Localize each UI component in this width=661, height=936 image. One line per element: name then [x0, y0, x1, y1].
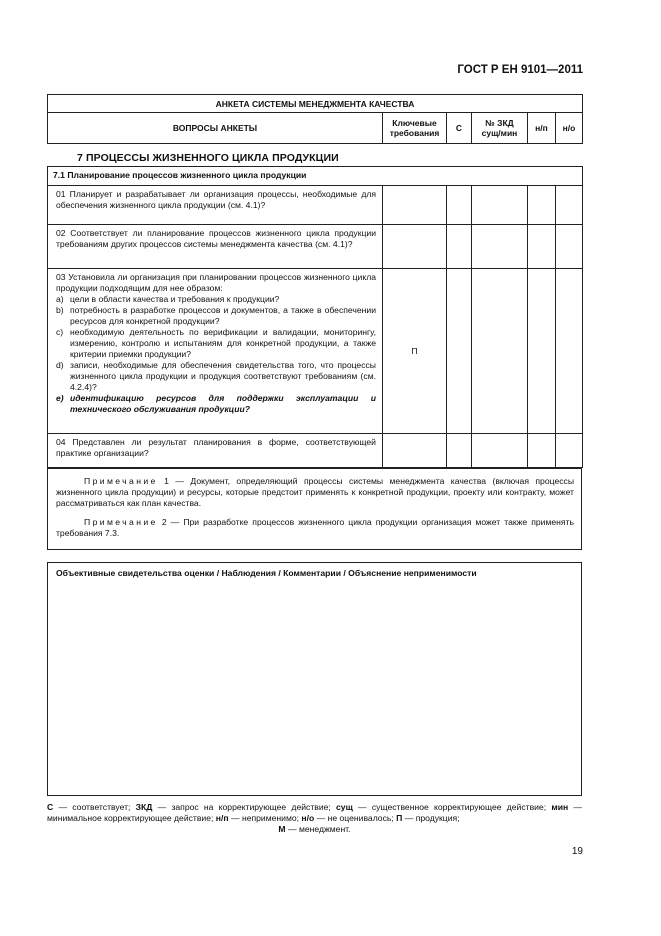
question-03-item-d: d) записи, необходимые для обеспечения свидетельства того, что процессы жизненного цикла продукции и продукция соответствуют требованиям (см. 4.2.4)?: [56, 360, 376, 392]
column-header-key-requirements: Ключевые требования: [383, 113, 447, 144]
note-2: Примечание 2 — При разработке процессов жизненного цикла продукции организация может также применять требования 7.3.: [56, 517, 574, 538]
column-header-no: н/о: [556, 113, 583, 144]
table-row: [48, 225, 583, 269]
key-requirements-cell[interactable]: [383, 434, 447, 468]
question-01: 01 Планирует и разрабатывает ли организация процессы, необходимые для обеспечения жизненного цикла продукции (см. 4.1)?: [48, 186, 383, 225]
no-cell[interactable]: [556, 269, 583, 434]
np-cell[interactable]: [528, 225, 556, 269]
page-number: 19: [571, 846, 583, 857]
no-cell[interactable]: [556, 186, 583, 225]
column-header-zkd: № ЗКД сущ/мин: [472, 113, 528, 144]
column-header-c: С: [447, 113, 472, 144]
question-02: 02 Соответствует ли планирование процессов жизненного цикла продукции требованиям других процессов системы менеджмента качества (см. 4.1)?: [48, 225, 383, 269]
question-04: 04 Представлен ли результат планирования в форме, соответствующей практике организации?: [48, 434, 383, 468]
questions-table: [47, 166, 583, 468]
standard-code: ГОСТ Р ЕН 9101—2011: [457, 64, 583, 76]
no-cell[interactable]: [556, 225, 583, 269]
c-cell[interactable]: [447, 225, 472, 269]
np-cell[interactable]: [528, 269, 556, 434]
c-cell[interactable]: [447, 434, 472, 468]
table-row: [48, 269, 583, 434]
legend: С — соответствует; ЗКД — запрос на корректирующее действие; сущ — существенное корректирующее действие; мин — минимальное корректирующее действие; н/п — неприменимо; н/о — не оценивалось; П — продукция; М — менеджмент.: [47, 802, 583, 834]
key-requirements-cell[interactable]: [383, 225, 447, 269]
c-cell[interactable]: [447, 186, 472, 225]
table-row: [48, 186, 583, 225]
notes-box: [47, 468, 582, 550]
key-requirements-cell[interactable]: [383, 186, 447, 225]
zkd-cell[interactable]: [472, 269, 528, 434]
section-title: 7 ПРОЦЕССЫ ЖИЗНЕННОГО ЦИКЛА ПРОДУКЦИИ: [77, 152, 339, 164]
questionnaire-header-table: [47, 94, 583, 144]
zkd-cell[interactable]: [472, 225, 528, 269]
table-row: [48, 434, 583, 468]
zkd-cell[interactable]: [472, 434, 528, 468]
evidence-box[interactable]: [47, 562, 582, 796]
evidence-title: Объективные свидетельства оценки / Наблюдения / Комментарии / Объяснение неприменимости: [56, 568, 477, 578]
question-03-item-b: b) потребность в разработке процессов и документов, а также в обеспечении ресурсов для конкретной продукции?: [56, 305, 376, 326]
column-header-np: н/п: [528, 113, 556, 144]
zkd-cell[interactable]: [472, 186, 528, 225]
question-03-item-e: e) идентификацию ресурсов для поддержки эксплуатации и технического обслуживания продукции?: [56, 393, 376, 414]
question-03: [48, 269, 383, 434]
question-03-item-a: a) цели в области качества и требования к продукции?: [56, 294, 280, 304]
question-03-intro: 03 Установила ли организация при планировании процессов жизненного цикла продукции подходящим для нее образом:: [56, 272, 376, 293]
subsection-title: 7.1 Планирование процессов жизненного цикла продукции: [48, 167, 583, 186]
note-1: Примечание 1 — Документ, определяющий процессы системы менеджмента качества (включая процессы жизненного цикла продукции) и ресурсы, которые предстоит применять к конкретной продукции, проекту или контракту, может рассматриваться как план качества.: [56, 476, 574, 508]
key-requirements-cell[interactable]: П: [383, 269, 447, 434]
question-03-item-c: c) необходимую деятельность по верификации и валидации, мониторингу, измерению, контролю и испытаниям для конкретной продукции, а также критерии приемки продукции?: [56, 327, 376, 359]
np-cell[interactable]: [528, 186, 556, 225]
c-cell[interactable]: [447, 269, 472, 434]
questionnaire-title: АНКЕТА СИСТЕМЫ МЕНЕДЖМЕНТА КАЧЕСТВА: [48, 95, 583, 113]
no-cell[interactable]: [556, 434, 583, 468]
column-header-questions: ВОПРОСЫ АНКЕТЫ: [48, 113, 383, 144]
np-cell[interactable]: [528, 434, 556, 468]
